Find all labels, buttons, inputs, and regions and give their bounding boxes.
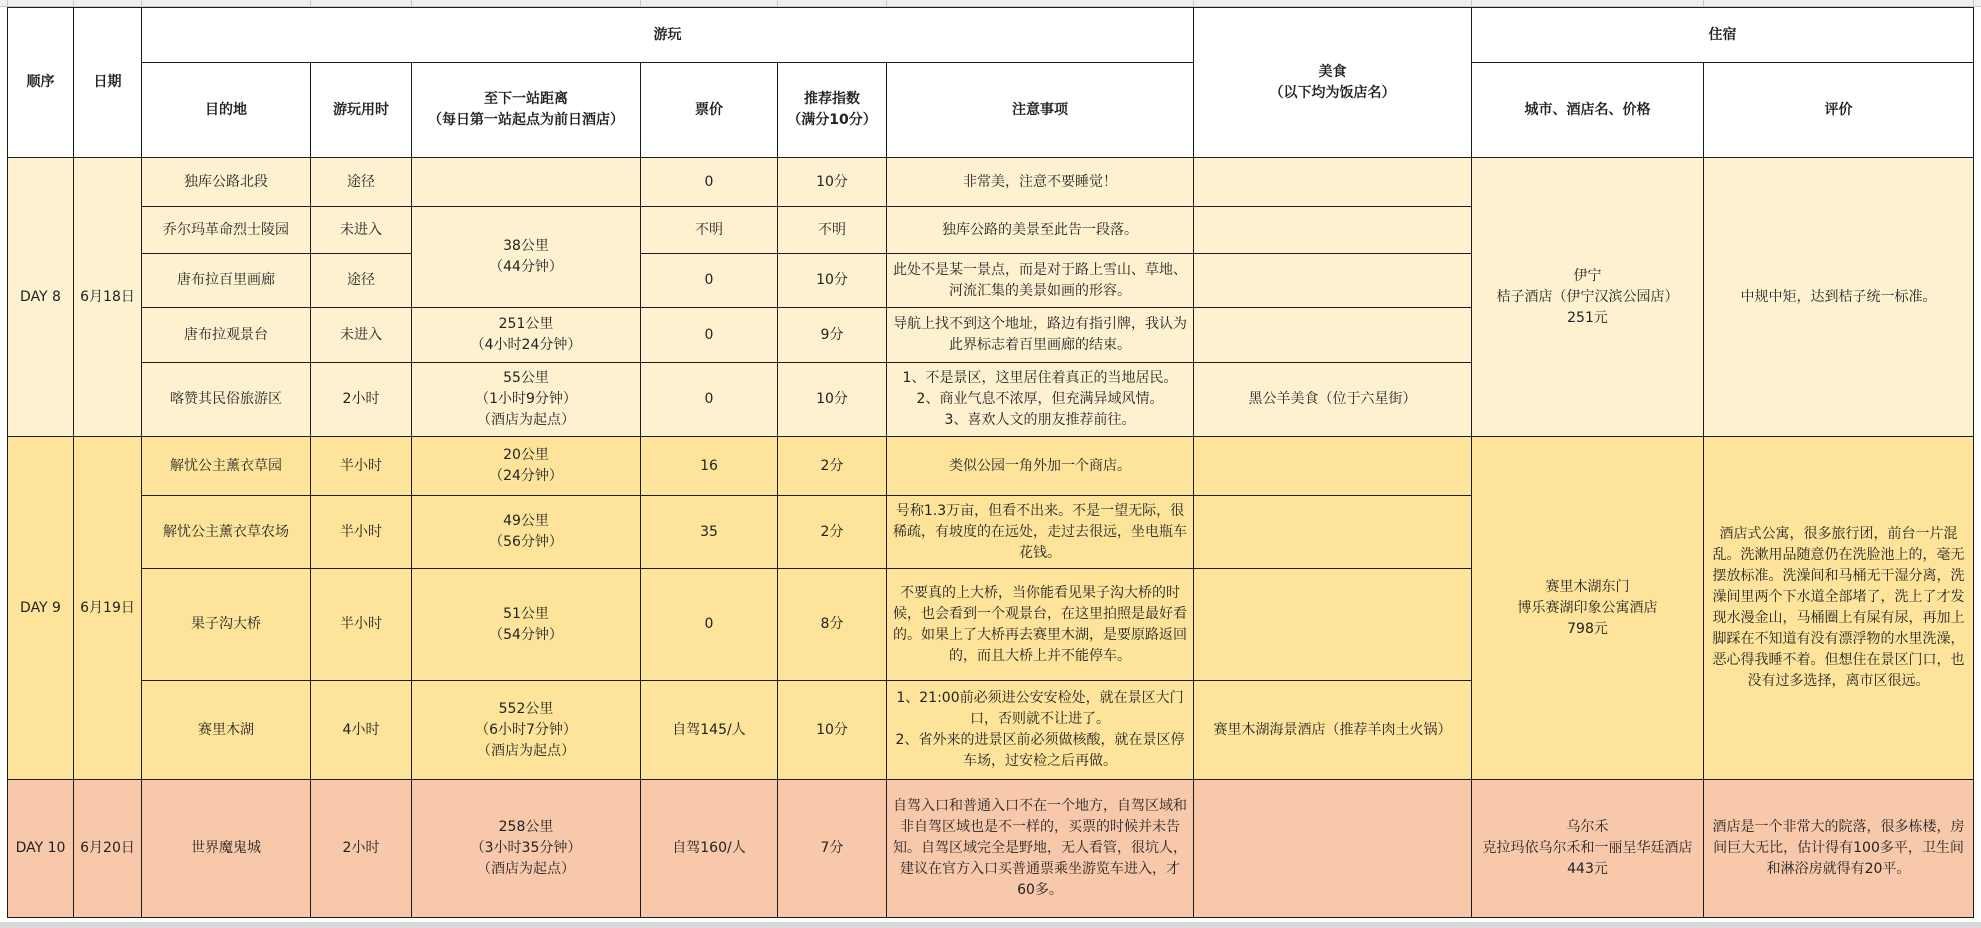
header-hotel[interactable]: 城市、酒店名、价格 — [1472, 63, 1704, 158]
day-order-cell[interactable]: DAY 9 — [8, 437, 74, 780]
column-header-strip — [0, 0, 1981, 7]
table-row — [8, 780, 1974, 918]
destination-cell[interactable]: 唐布拉观景台 — [142, 308, 311, 363]
header-review[interactable]: 评价 — [1704, 63, 1974, 158]
rating-cell[interactable]: 2分 — [778, 437, 887, 496]
rating-cell[interactable]: 9分 — [778, 308, 887, 363]
hotel-cell[interactable]: 伊宁 桔子酒店（伊宁汉滨公园店） 251元 — [1472, 158, 1704, 437]
rating-cell[interactable]: 7分 — [778, 780, 887, 918]
play-time-cell[interactable]: 未进入 — [311, 207, 412, 254]
rating-cell[interactable]: 不明 — [778, 207, 887, 254]
day-date-cell[interactable]: 6月18日 — [74, 158, 142, 437]
table-row — [8, 437, 1974, 496]
header-food[interactable]: 美食 （以下均为饭店名） — [1194, 8, 1472, 158]
notes-cell[interactable]: 自驾入口和普通入口不在一个地方，自驾区域和非自驾区域也是不一样的，买票的时候并未告知。自驾区域完全是野地，无人看管，很坑人，建议在官方入口买普通票乘坐游览车进入，才60多。 — [887, 780, 1194, 918]
rating-cell[interactable]: 10分 — [778, 363, 887, 437]
distance-cell[interactable]: 38公里 （44分钟） — [412, 207, 641, 308]
distance-cell[interactable]: 251公里 （4小时24分钟） — [412, 308, 641, 363]
play-time-cell[interactable]: 4小时 — [311, 681, 412, 780]
ticket-cell[interactable]: 0 — [641, 363, 778, 437]
food-cell[interactable] — [1194, 437, 1472, 496]
food-cell[interactable]: 赛里木湖海景酒店（推荐羊肉土火锅） — [1194, 681, 1472, 780]
notes-cell[interactable]: 此处不是某一景点，而是对于路上雪山、草地、河流汇集的美景如画的形容。 — [887, 254, 1194, 308]
ticket-cell[interactable]: 自驾145/人 — [641, 681, 778, 780]
day-order-cell[interactable]: DAY 10 — [8, 780, 74, 918]
play-time-cell[interactable]: 半小时 — [311, 496, 412, 569]
ticket-cell[interactable]: 0 — [641, 308, 778, 363]
review-cell[interactable]: 酒店是一个非常大的院落，很多栋楼，房间巨大无比，估计得有100多平，卫生间和淋浴房就得有20平。 — [1704, 780, 1974, 918]
destination-cell[interactable]: 世界魔鬼城 — [142, 780, 311, 918]
notes-cell[interactable]: 号称1.3万亩，但看不出来。不是一望无际，很稀疏，有坡度的在远处，走过去很远，坐电瓶车花钱。 — [887, 496, 1194, 569]
destination-cell[interactable]: 赛里木湖 — [142, 681, 311, 780]
play-time-cell[interactable]: 2小时 — [311, 780, 412, 918]
table-row — [8, 158, 1974, 207]
destination-cell[interactable]: 喀赞其民俗旅游区 — [142, 363, 311, 437]
food-cell[interactable] — [1194, 158, 1472, 207]
ticket-cell[interactable]: 16 — [641, 437, 778, 496]
header-play-group[interactable]: 游玩 — [142, 8, 1194, 63]
food-cell[interactable] — [1194, 207, 1472, 254]
food-cell[interactable] — [1194, 254, 1472, 308]
ticket-cell[interactable]: 自驾160/人 — [641, 780, 778, 918]
distance-cell[interactable]: 55公里 （1小时9分钟） （酒店为起点） — [412, 363, 641, 437]
header-destination[interactable]: 目的地 — [142, 63, 311, 158]
play-time-cell[interactable]: 半小时 — [311, 569, 412, 681]
review-cell[interactable]: 中规中矩，达到桔子统一标准。 — [1704, 158, 1974, 437]
ticket-cell[interactable]: 不明 — [641, 207, 778, 254]
food-cell[interactable] — [1194, 308, 1472, 363]
ticket-cell[interactable]: 35 — [641, 496, 778, 569]
food-cell[interactable] — [1194, 569, 1472, 681]
review-cell[interactable]: 酒店式公寓，很多旅行团，前台一片混乱。洗漱用品随意仍在洗脸池上的，毫无摆放标准。洗澡间和马桶无干湿分离，洗澡间里两个下水道全部堵了，洗上了才发现水漫金山，马桶圈上有屎有尿，再加上脚踩在不知道有没有漂浮物的水里洗澡，恶心得我睡不着。但想住在景区门口，也没有过多选择，离市区很远。 — [1704, 437, 1974, 780]
destination-cell[interactable]: 果子沟大桥 — [142, 569, 311, 681]
rating-cell[interactable]: 10分 — [778, 681, 887, 780]
play-time-cell[interactable]: 未进入 — [311, 308, 412, 363]
distance-cell[interactable]: 51公里 （54分钟） — [412, 569, 641, 681]
destination-cell[interactable]: 解忧公主薰衣草农场 — [142, 496, 311, 569]
play-time-cell[interactable]: 2小时 — [311, 363, 412, 437]
notes-cell[interactable]: 1、21:00前必须进公安安检处，就在景区大门口，否则就不让进了。 2、省外来的进景区前必须做核酸，就在景区停车场，过安检之后再做。 — [887, 681, 1194, 780]
destination-cell[interactable]: 独库公路北段 — [142, 158, 311, 207]
destination-cell[interactable]: 乔尔玛革命烈士陵园 — [142, 207, 311, 254]
day-date-cell[interactable]: 6月19日 — [74, 437, 142, 780]
food-cell[interactable]: 黑公羊美食（位于六星街） — [1194, 363, 1472, 437]
header-stay-group[interactable]: 住宿 — [1472, 8, 1974, 63]
play-time-cell[interactable]: 途径 — [311, 158, 412, 207]
notes-cell[interactable]: 导航上找不到这个地址，路边有指引牌，我认为此界标志着百里画廊的结束。 — [887, 308, 1194, 363]
food-cell[interactable] — [1194, 496, 1472, 569]
day-order-cell[interactable]: DAY 8 — [8, 158, 74, 437]
header-order[interactable]: 顺序 — [8, 8, 74, 158]
hotel-cell[interactable]: 乌尔禾 克拉玛依乌尔禾和一丽呈华廷酒店 443元 — [1472, 780, 1704, 918]
notes-cell[interactable]: 1、不是景区，这里居住着真正的当地居民。 2、商业气息不浓厚，但充满异域风情。 3、喜欢人文的朋友推荐前往。 — [887, 363, 1194, 437]
distance-cell[interactable]: 552公里 （6小时7分钟） （酒店为起点） — [412, 681, 641, 780]
ticket-cell[interactable]: 0 — [641, 569, 778, 681]
distance-cell[interactable] — [412, 158, 641, 207]
rating-cell[interactable]: 2分 — [778, 496, 887, 569]
header-ticket[interactable]: 票价 — [641, 63, 778, 158]
distance-cell[interactable]: 49公里 （56分钟） — [412, 496, 641, 569]
notes-cell[interactable]: 类似公园一角外加一个商店。 — [887, 437, 1194, 496]
destination-cell[interactable]: 唐布拉百里画廊 — [142, 254, 311, 308]
ticket-cell[interactable]: 0 — [641, 254, 778, 308]
header-rating[interactable]: 推荐指数 （满分10分） — [778, 63, 887, 158]
itinerary-table — [7, 7, 1974, 918]
notes-cell[interactable]: 非常美，注意不要睡觉！ — [887, 158, 1194, 207]
day-date-cell[interactable]: 6月20日 — [74, 780, 142, 918]
header-play-time[interactable]: 游玩用时 — [311, 63, 412, 158]
header-distance[interactable]: 至下一站距离 （每日第一站起点为前日酒店） — [412, 63, 641, 158]
notes-cell[interactable]: 不要真的上大桥，当你能看见果子沟大桥的时候，也会看到一个观景台，在这里拍照是最好看的。如果上了大桥再去赛里木湖，是要原路返回的，而且大桥上并不能停车。 — [887, 569, 1194, 681]
food-cell[interactable] — [1194, 780, 1472, 918]
header-notes[interactable]: 注意事项 — [887, 63, 1194, 158]
destination-cell[interactable]: 解忧公主薰衣草园 — [142, 437, 311, 496]
rating-cell[interactable]: 10分 — [778, 158, 887, 207]
distance-cell[interactable]: 258公里 （3小时35分钟） （酒店为起点） — [412, 780, 641, 918]
header-date[interactable]: 日期 — [74, 8, 142, 158]
rating-cell[interactable]: 10分 — [778, 254, 887, 308]
hotel-cell[interactable]: 赛里木湖东门 博乐赛湖印象公寓酒店 798元 — [1472, 437, 1704, 780]
rating-cell[interactable]: 8分 — [778, 569, 887, 681]
ticket-cell[interactable]: 0 — [641, 158, 778, 207]
distance-cell[interactable]: 20公里 （24分钟） — [412, 437, 641, 496]
play-time-cell[interactable]: 途径 — [311, 254, 412, 308]
play-time-cell[interactable]: 半小时 — [311, 437, 412, 496]
notes-cell[interactable]: 独库公路的美景至此告一段落。 — [887, 207, 1194, 254]
next-row-strip — [0, 922, 1981, 928]
